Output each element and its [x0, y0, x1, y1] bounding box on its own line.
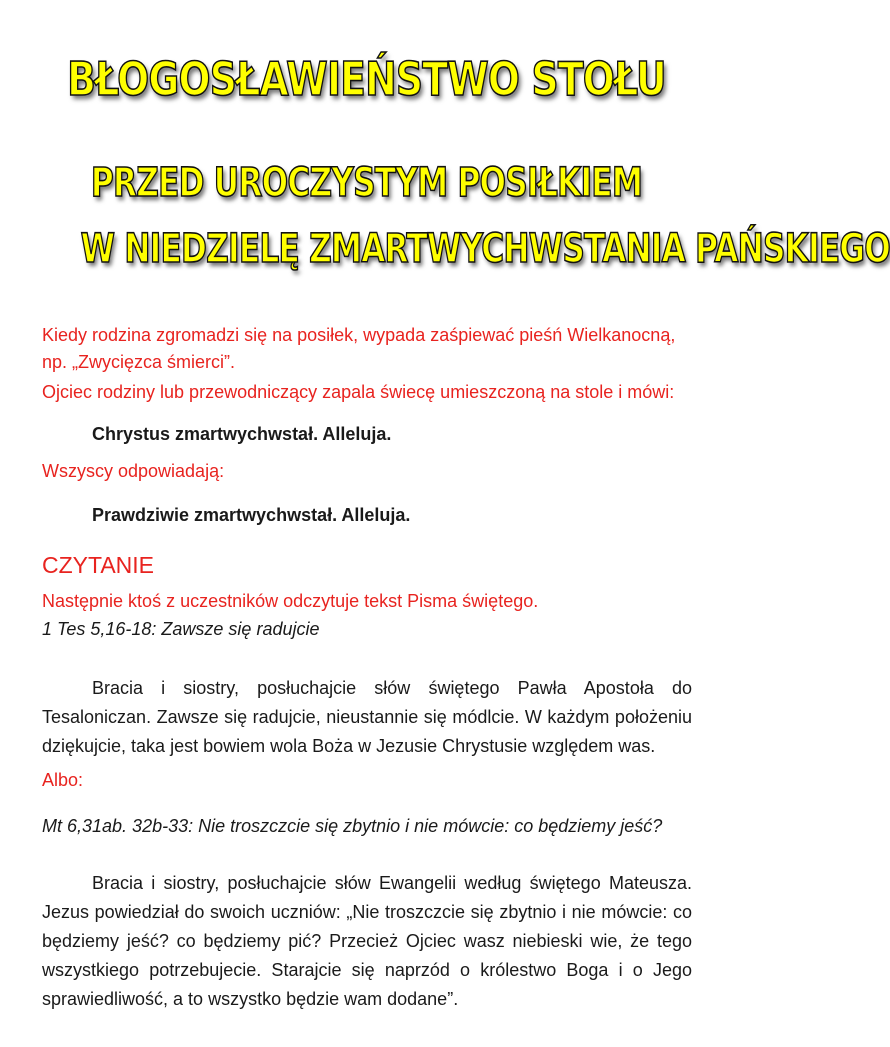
alternative-rubric: Albo: — [42, 770, 84, 790]
leader-acclamation: Chrystus zmartwychwstał. Alleluja. — [92, 424, 392, 444]
reading-reference-1: 1 Tes 5,16-18: Zawsze się radujcie — [42, 619, 320, 639]
response-rubric: Wszyscy odpowiadają: — [42, 461, 225, 481]
subtitle-line-2: W NIEDZIELĘ ZMARTWYCHWSTANIA PAŃSKIEGO — [80, 226, 890, 272]
main-title: BŁOGOSŁAWIEŃSTWO STOŁU — [67, 52, 666, 106]
reading-rubric: Następnie ktoś z uczestników odczytuje tekst Pisma świętego. — [42, 591, 539, 611]
intro-line-1: Kiedy rodzina zgromadzi się na posiłek, wypada zaśpiewać pieśń Wielkanocną, — [42, 325, 676, 345]
response-acclamation: Prawdziwie zmartwychwstał. Alleluja. — [92, 505, 411, 525]
intro-line-2: np. „Zwycięzca śmierci”. — [42, 352, 236, 372]
section-heading: CZYTANIE — [42, 552, 155, 578]
subtitle-line-1: PRZED UROCZYSTYM POSIŁKIEM — [90, 160, 643, 206]
reading-text-1: Bracia i siostry, posłuchajcie słów świętego Pawła Apostoła do Tesaloniczan. Zawsze się radujcie, nieustannie się módlcie. W każdym położeniu dziękujcie, taka jest bowiem wola Boża w Jezusie Chrystusie względem was. — [42, 678, 692, 756]
intro-line-3: Ojciec rodziny lub przewodniczący zapala świecę umieszczoną na stole i mówi: — [42, 382, 675, 402]
reading-reference-2: Mt 6,31ab. 32b-33: Nie troszczcie się zbytnio i nie mówcie: co będziemy jeść? — [42, 816, 663, 836]
reading-text-2: Bracia i siostry, posłuchajcie słów Ewangelii według świętego Mateusza. Jezus powiedział do swoich uczniów: „Nie troszczcie się zbytnio i nie mówcie: co będziemy jeść? co będziemy pić? Przecież Ojciec wasz niebieski wie, że tego wszystkiego potrzebujecie. Starajcie się naprzód o królestwo Boga i o Jego sprawiedliwość, a to wszystko będzie wam dodane”. — [42, 873, 692, 1009]
